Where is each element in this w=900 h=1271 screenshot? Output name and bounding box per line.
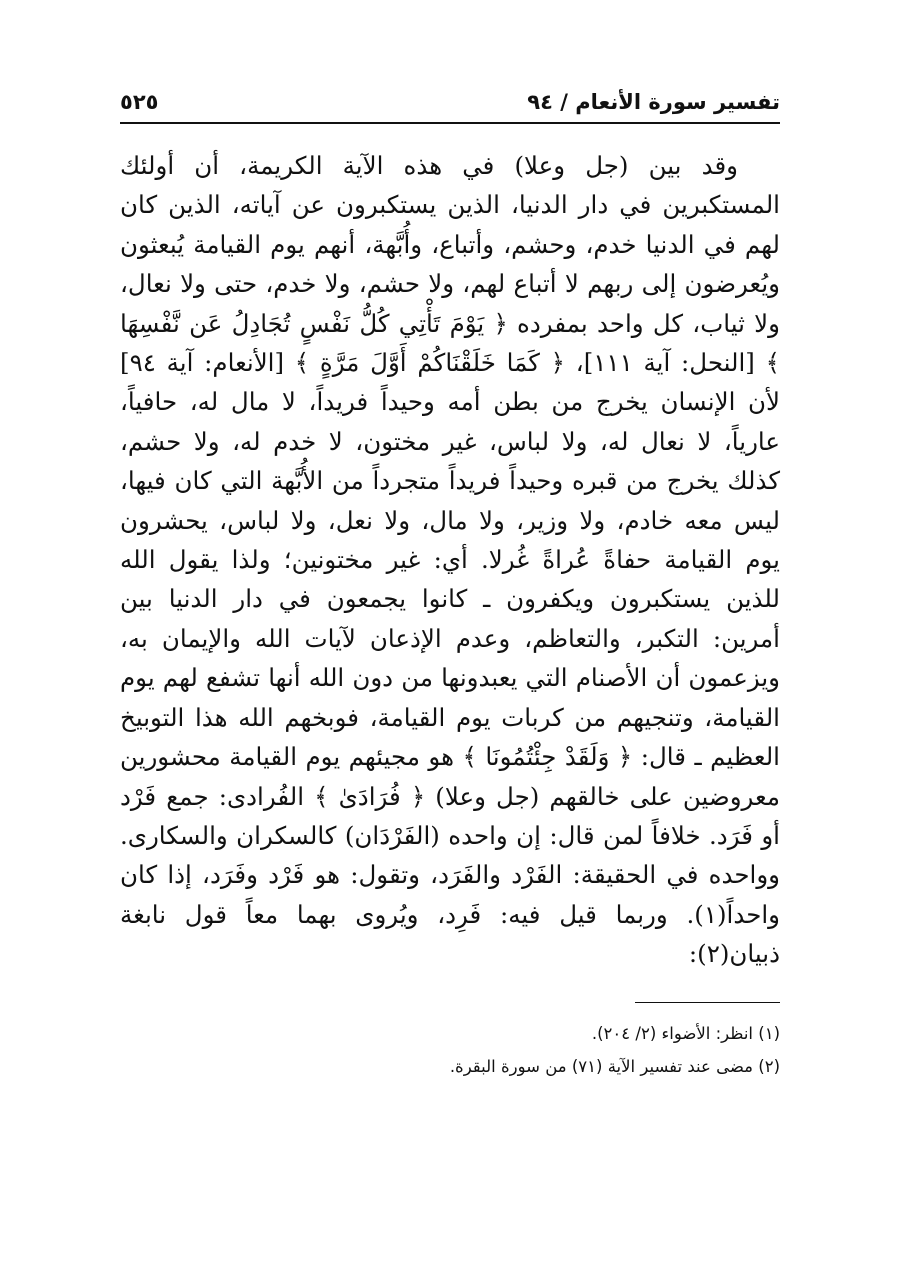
footnote-1: (١) انظر: الأضواء (٢/ ٢٠٤). [591, 1023, 780, 1043]
body-paragraph: وقد بين (جل وعلا) في هذه الآية الكريمة، أن أولئك المستكبرين في دار الدنيا، الذين يستكبرون عن آياته، الذين كان لهم في الدنيا خدم، وحشم، وأتباع، وأُبَّهة، أنهم يوم القيامة يُبعثون ويُعرضون إلى ربهم لا أتباع لهم، ولا حشم، ولا خدم، حتى ولا نعال، ولا ثياب، كل واحد بمفرده ﴿ يَوْمَ تَأْتِي كُلُّ نَفْسٍ تُجَادِلُ عَن نَّفْسِهَا ﴾ [النحل: آية ١١١]، ﴿ كَمَا خَلَقْنَاكُمْ أَوَّلَ مَرَّةٍ ﴾ [الأنعام: آية ٩٤] لأن الإنسان يخرج من بطن أمه وحيداً فريداً، لا مال له، حافياً، عارياً، لا نعال له، ولا لباس، غير مختون، لا خدم له، ولا حشم، كذلك يخرج من قبره وحيداً فريداً متجرداً من الأُبَّهة التي كان فيها، ليس معه خادم، ولا وزير، ولا مال، ولا نعل، ولا لباس، يحشرون يوم القيامة حفاةً عُراةً غُرلا. أي: غير مختونين؛ ولذا يقول الله للذين يستكبرون ويكفرون ـ كانوا يجمعون في دار الدنيا بين أمرين: التكبر، والتعاظم، وعدم الإذعان لآيات الله والإيمان به، ويزعمون أن الأصنام التي يعبدونها من دون الله أنها تشفع لهم يوم القيامة، وتنجيهم من كربات يوم القيامة، فوبخهم الله هذا التوبيخ العظيم ـ قال: ﴿ وَلَقَدْ جِئْتُمُونَا ﴾ هو مجيئهم يوم القيامة محشورين معروضين على خالقهم (جل وعلا) ﴿ فُرَادَىٰ ﴾ الفُرادى: جمع فَرْد أو فَرَد. خلافاً لمن قال: إن واحده (الفَرْدَان) كالسكران والسكارى. وواحده في الحقيقة: الفَرْد والفَرَد، وتقول: هو فَرْد وفَرَد، إذا كان واحداً(١). وربما قيل فيه: فَرِد، ويُروى بهما معاً قول نابغة ذبيان(٢): [120, 151, 780, 969]
footnotes [120, 1017, 780, 1083]
body-text [120, 146, 780, 974]
book-page [120, 90, 780, 1083]
page-number: ٥٢٥ [120, 90, 159, 114]
running-header [120, 90, 780, 120]
header-title: تفسير سورة الأنعام / ٩٤ [527, 90, 780, 114]
footnote-divider [635, 1002, 780, 1003]
footnote-2: (٢) مضى عند تفسير الآية (٧١) من سورة البقرة. [449, 1056, 780, 1076]
header-rule [120, 122, 780, 124]
